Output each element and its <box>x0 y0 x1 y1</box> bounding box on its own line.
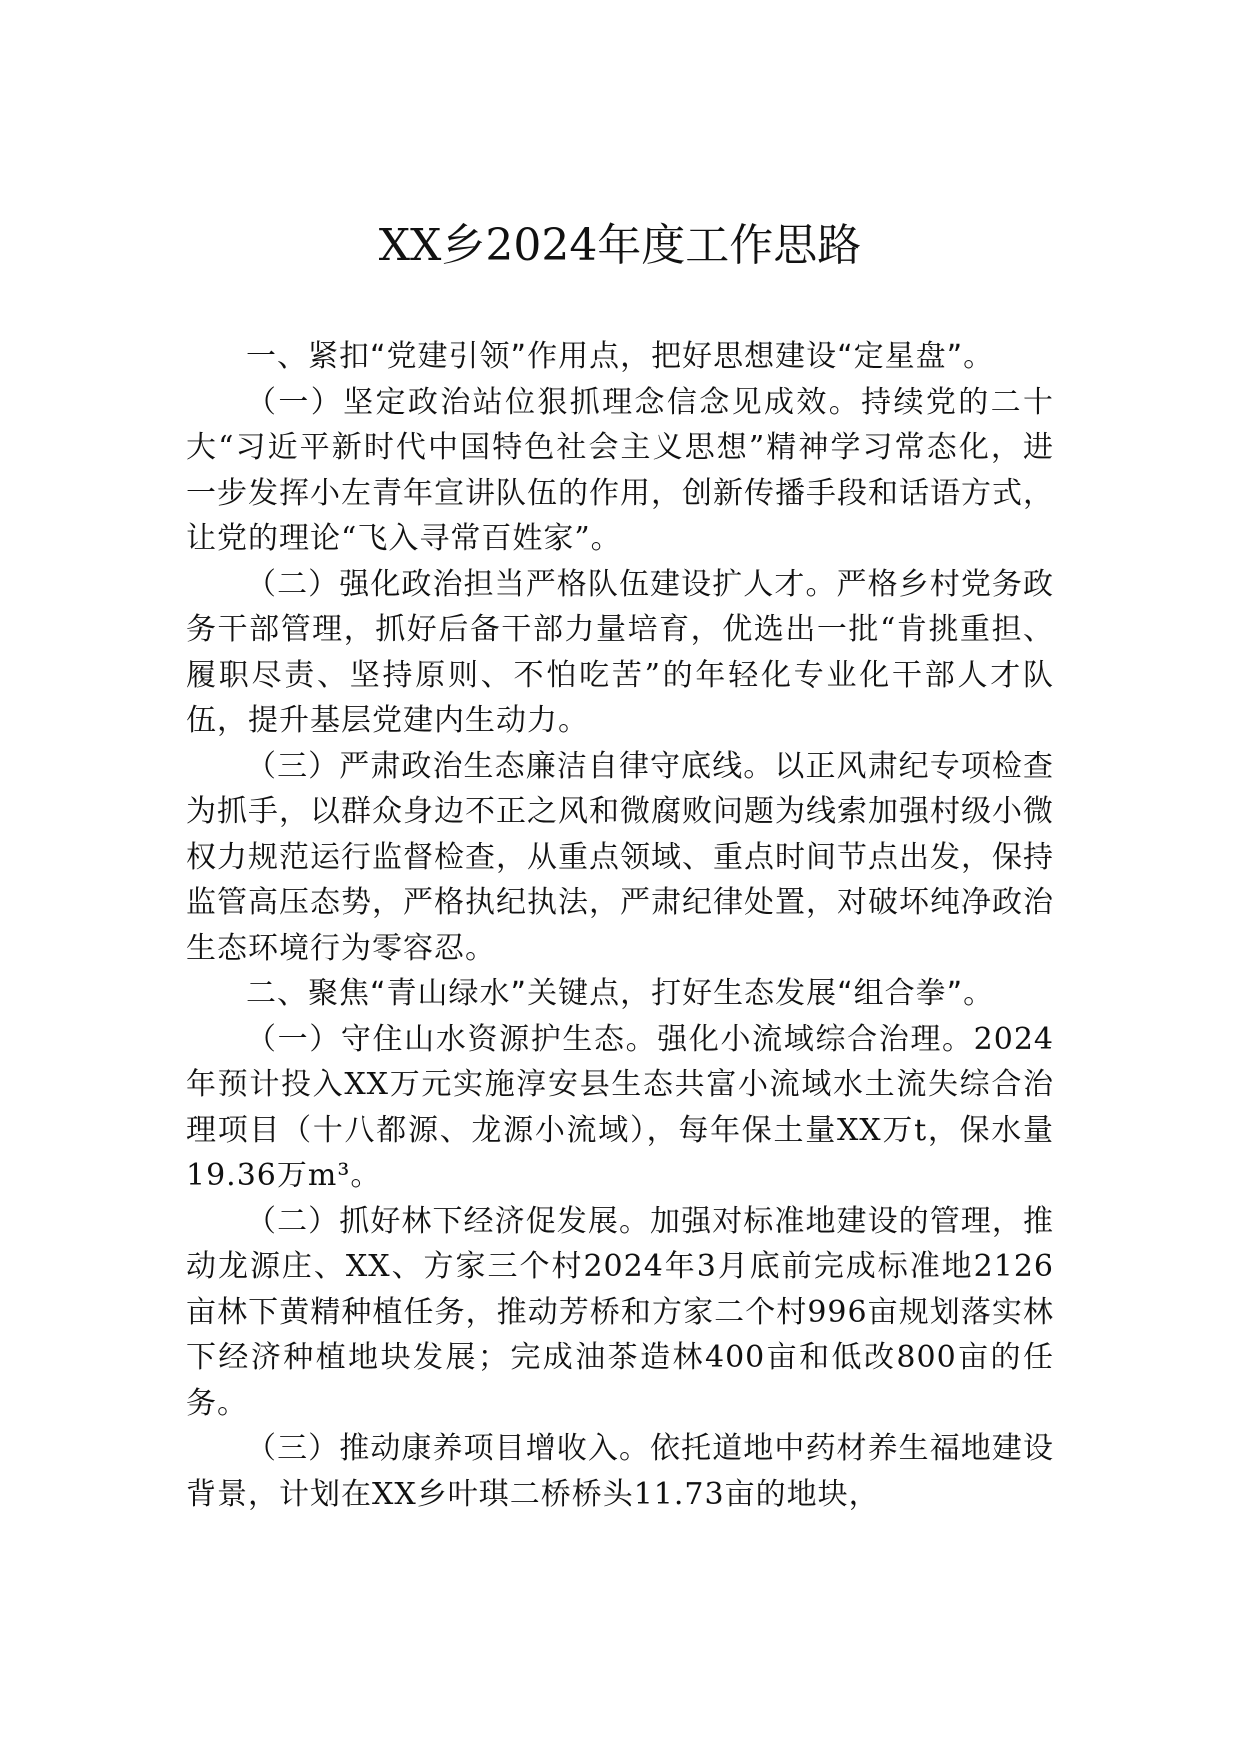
paragraph-2-1: （一）守住山水资源护生态。强化小流域综合治理。2024年预计投入XX万元实施淳安县生态共富小流域水土流失综合治理项目（十八都源、龙源小流域），每年保土量XX万t，保水量19.36万m³。 <box>186 1021 1054 1193</box>
paragraph-1-1: （一）坚定政治站位狠抓理念信念见成效。持续党的二十大“习近平新时代中国特色社会主义思想”精神学习常态化，进一步发挥小左青年宣讲队伍的作用，创新传播手段和话语方式，让党的理论“飞入寻常百姓家”。 <box>186 384 1054 556</box>
section-heading-2: 二、聚焦“青山绿水”关键点，打好生态发展“组合拳”。 <box>246 976 995 1011</box>
section-heading-1: 一、紧扣“党建引领”作用点，把好思想建设“定星盘”。 <box>246 339 995 374</box>
paragraph-2-2: （二）抓好林下经济促发展。加强对标准地建设的管理，推动龙源庄、XX、方家三个村2024年3月底前完成标准地2126亩林下黄精种植任务，推动芳桥和方家二个村996亩规划落实林下经济种植地块发展；完成油茶造林400亩和低改800亩的任务。 <box>186 1203 1054 1421</box>
paragraph-2-3: （三）推动康养项目增收入。依托道地中药材养生福地建设背景，计划在XX乡叶琪二桥桥头11.73亩的地块， <box>186 1431 1054 1512</box>
paragraph-1-2: （二）强化政治担当严格队伍建设扩人才。严格乡村党务政务干部管理，抓好后备干部力量培育，优选出一批“肯挑重担、履职尽责、坚持原则、不怕吃苦”的年轻化专业化干部人才队伍，提升基层党建内生动力。 <box>186 566 1054 738</box>
document-title: XX乡2024年度工作思路 <box>378 220 862 271</box>
paragraph-1-3: （三）严肃政治生态廉洁自律守底线。以正风肃纪专项检查为抓手，以群众身边不正之风和微腐败问题为线索加强村级小微权力规范运行监督检查，从重点领域、重点时间节点出发，保持监管高压态势，严格执纪执法，严肃纪律处置，对破坏纯净政治生态环境行为零容忍。 <box>186 748 1054 966</box>
document-body <box>186 334 1054 1517</box>
